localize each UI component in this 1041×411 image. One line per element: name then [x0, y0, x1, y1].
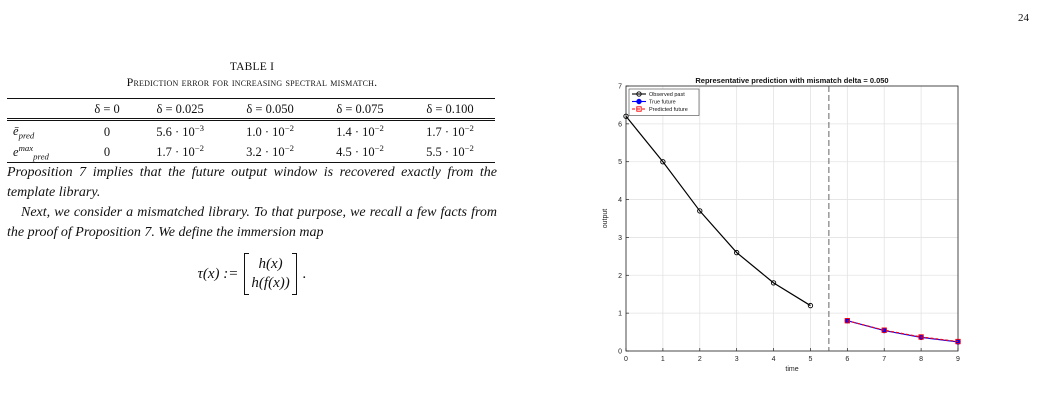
- y-axis-label: output: [602, 208, 609, 229]
- paragraph: Proposition 7 implies that the future output window is recovered exactly from the template library.: [7, 165, 497, 201]
- data-point: [637, 99, 641, 103]
- row-label: $e^{max}_{pred}$: [7, 142, 79, 163]
- y-tick-label: 7: [618, 83, 622, 91]
- equation-bottom: h(f(x)): [251, 275, 290, 292]
- x-tick-label: 6: [845, 356, 850, 363]
- table-cell: 0: [103, 124, 111, 139]
- equation: [7, 253, 497, 295]
- corner-cell: [7, 99, 79, 120]
- legend-label: Predicted future: [649, 107, 688, 114]
- y-tick-label: 0: [618, 348, 622, 356]
- equation-end: .: [302, 266, 307, 283]
- table-cell: 0: [79, 142, 135, 163]
- x-tick-label: 7: [882, 356, 887, 363]
- x-tick-label: 2: [697, 356, 702, 363]
- x-axis-label: time: [785, 366, 799, 373]
- row-label: $ē_{pred}$: [13, 124, 35, 141]
- legend-label: True future: [649, 99, 676, 106]
- table-row: [7, 120, 495, 142]
- table-cell: $5.6 \cdot 10^{-3}$: [156, 122, 205, 139]
- plot-area: [626, 86, 958, 351]
- x-tick-label: 4: [771, 356, 776, 363]
- table-cell: $1.0 \cdot 10^{-2}$: [246, 122, 294, 139]
- y-tick-label: 6: [618, 121, 622, 129]
- table-header-row: [7, 99, 495, 120]
- col-header: δ = 0.050: [225, 99, 315, 120]
- legend-label: Observed past: [649, 92, 685, 99]
- table-cell: $1.4 \cdot 10^{-2}$: [336, 122, 384, 139]
- error-table: [7, 98, 495, 163]
- equation-top: h(x): [258, 256, 283, 273]
- col-header: δ = 0.025: [135, 99, 225, 120]
- prediction-chart: [598, 72, 978, 382]
- table-cell: $5.5 \cdot 10^{-2}$: [405, 142, 495, 163]
- equation-lhs: τ(x) :=: [197, 266, 239, 283]
- body-text: [7, 163, 497, 295]
- chart-title: Representative prediction with mismatch delta = 0.050: [695, 76, 889, 85]
- x-tick-label: 0: [624, 356, 628, 363]
- figure: [598, 72, 978, 382]
- table-caption: [7, 60, 497, 90]
- col-header: δ = 0.100: [405, 99, 495, 120]
- col-header: δ = 0: [79, 99, 135, 120]
- x-tick-label: 3: [734, 356, 739, 363]
- y-tick-label: 2: [618, 272, 622, 280]
- x-tick-label: 9: [956, 356, 960, 363]
- table-row: [7, 142, 495, 163]
- table-cell: $3.2 \cdot 10^{-2}$: [225, 142, 315, 163]
- x-tick-label: 1: [660, 356, 665, 363]
- left-column: [7, 60, 497, 295]
- table-cell: $1.7 \cdot 10^{-2}$: [426, 122, 474, 139]
- equation-vector: [244, 253, 296, 295]
- table-cell: $4.5 \cdot 10^{-2}$: [315, 142, 405, 163]
- y-tick-label: 1: [618, 310, 622, 318]
- table-label: TABLE I: [229, 61, 275, 73]
- y-tick-label: 5: [618, 159, 622, 167]
- page-number: 24: [1018, 12, 1029, 24]
- x-tick-label: 8: [919, 356, 924, 363]
- y-tick-label: 3: [618, 234, 622, 242]
- x-tick-label: 5: [808, 356, 813, 363]
- col-header: δ = 0.075: [315, 99, 405, 120]
- paragraph: Next, we consider a mismatched library. To that purpose, we recall a few facts from the proof of Proposition 7. We define the immersion map: [7, 205, 497, 241]
- y-tick-label: 4: [618, 197, 622, 205]
- table-cell: $1.7 \cdot 10^{-2}$: [135, 142, 225, 163]
- table-title: Prediction error for increasing spectral mismatch.: [126, 75, 378, 89]
